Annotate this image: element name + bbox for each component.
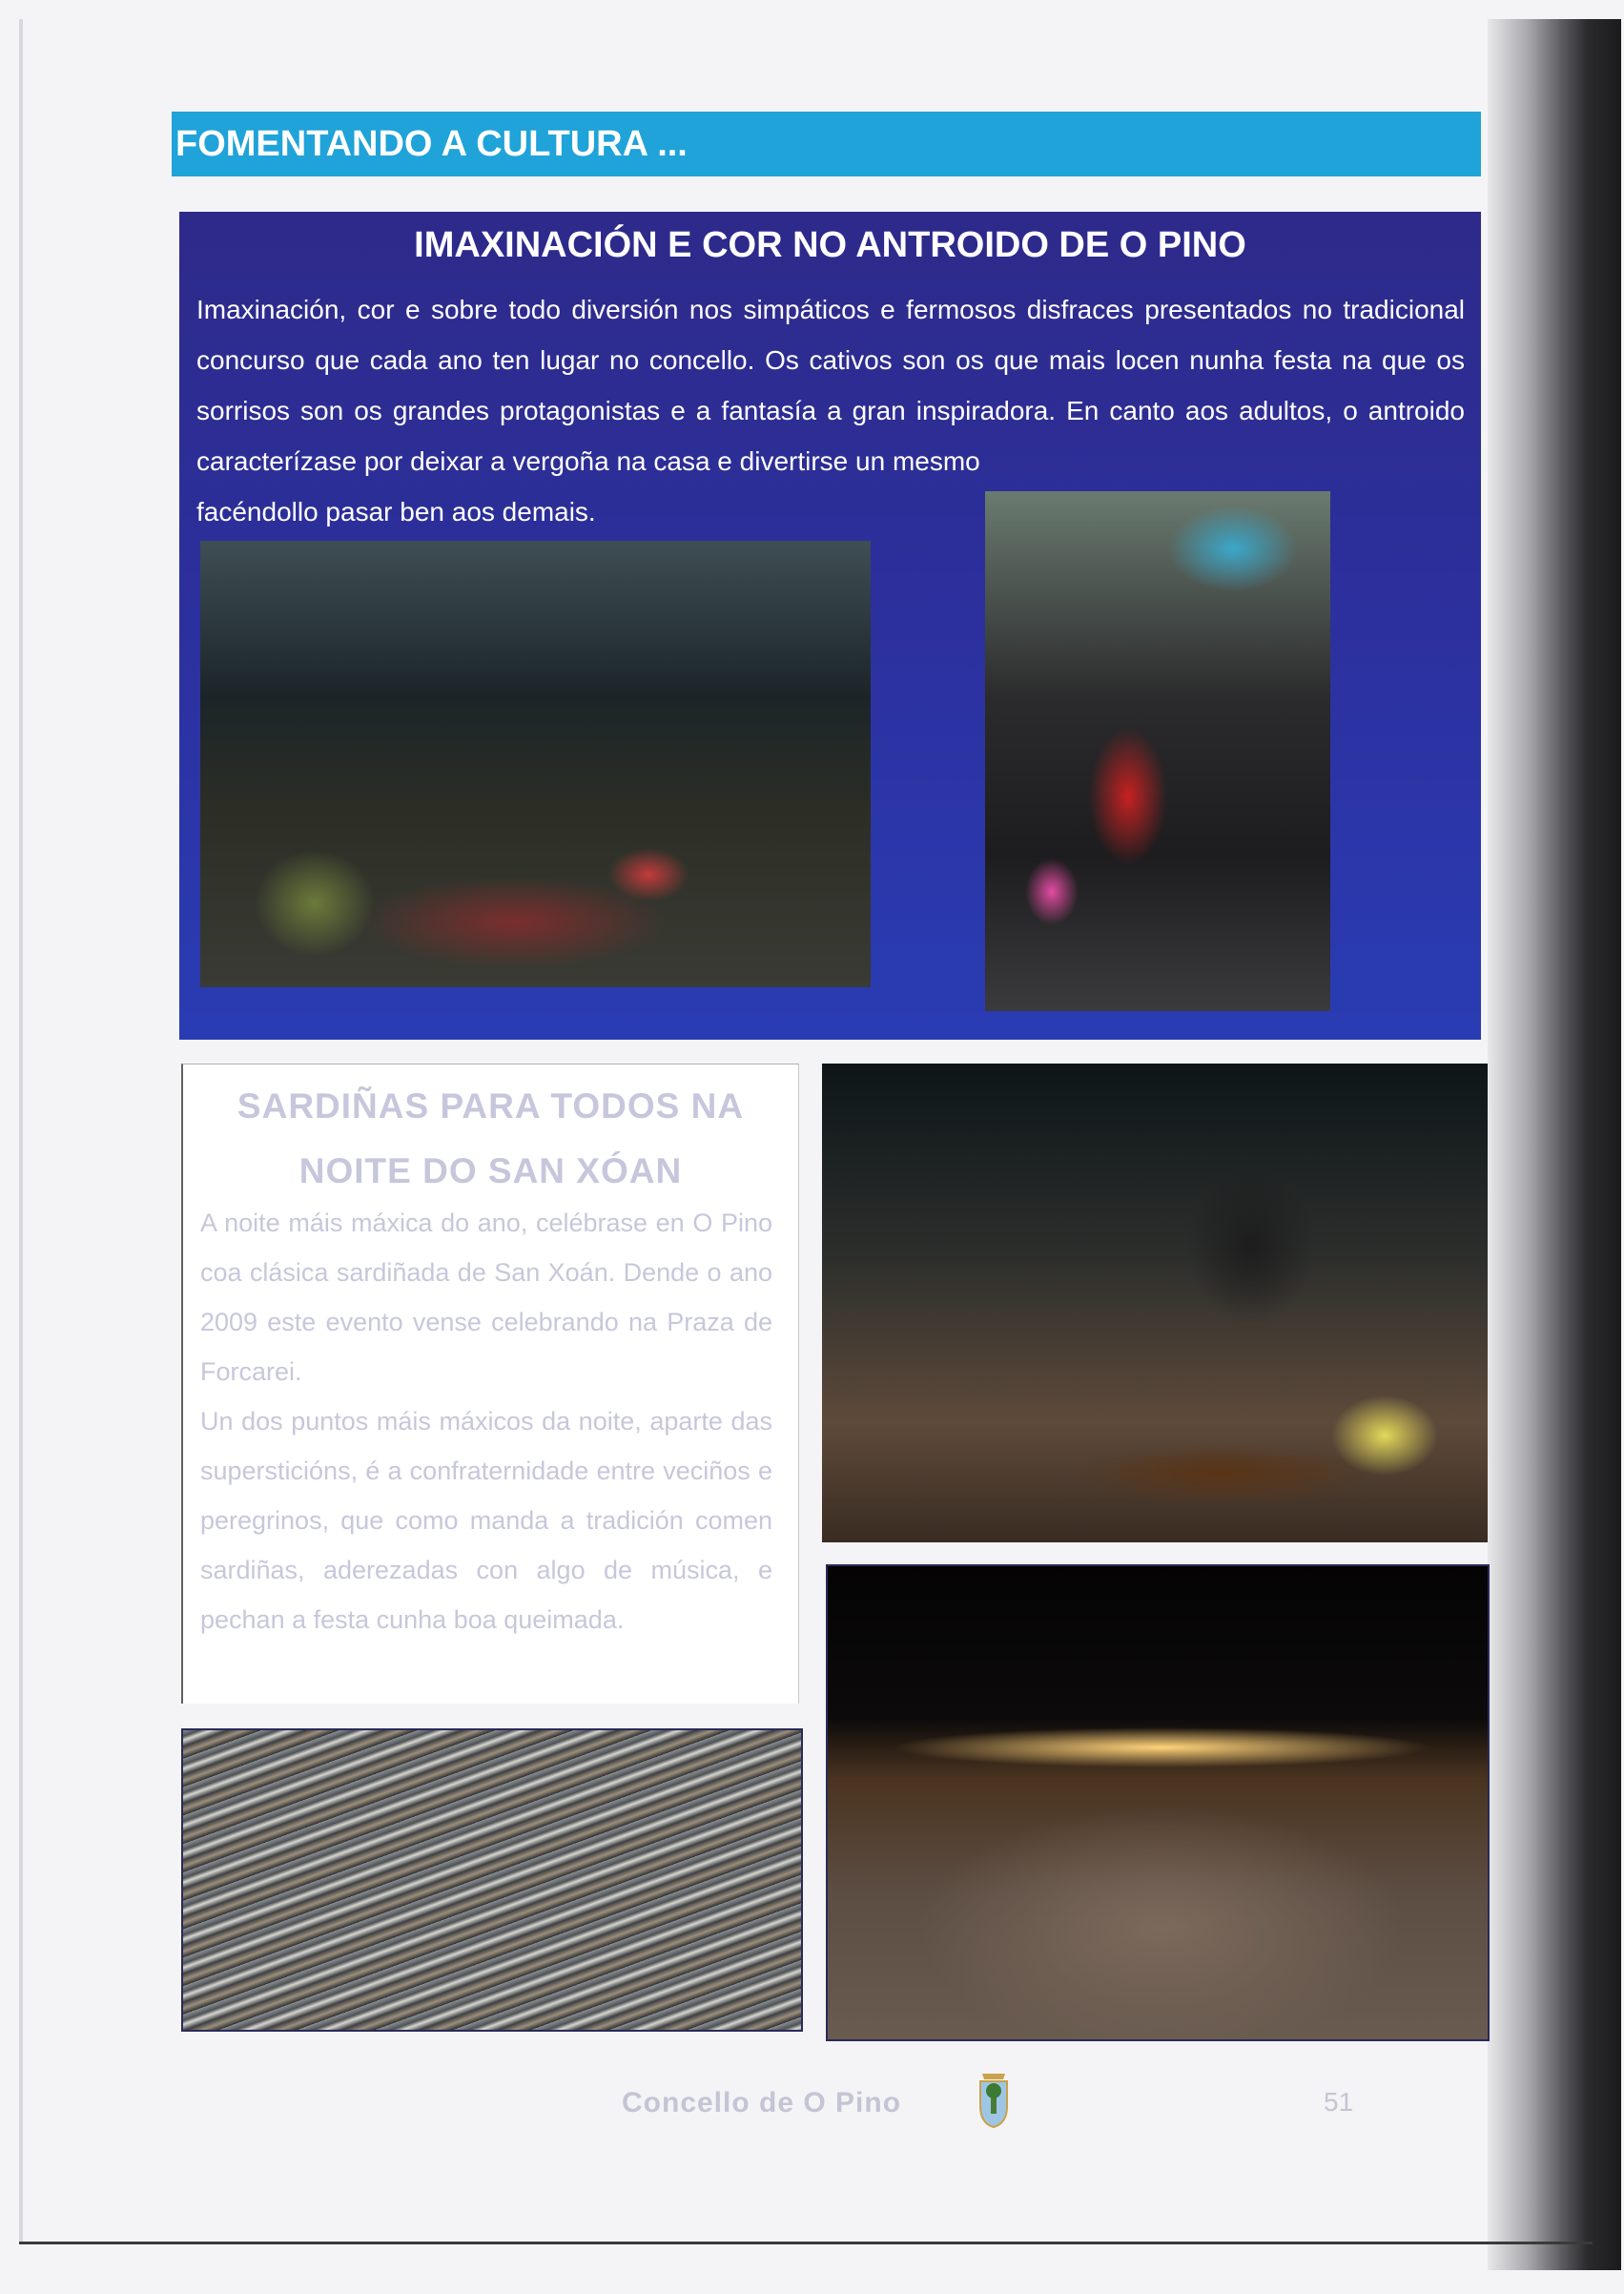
page-bottom-line [19,2242,1593,2244]
sardine-serving-photo [822,1064,1488,1542]
footer-publisher: Concello de O Pino [622,2087,902,2118]
carnival-parade-photo [200,541,871,987]
sardinas-paragraph-2: Un dos puntos máis máxicos da noite, aparte das supersticións, é a confraternidade entre veciños e peregrinos, que como manda a tradición comen sardiñas, aderezadas con algo de música, e pechan a festa cunha boa queimada. [200,1407,772,1634]
plaza-crowd-photo [826,1564,1490,2041]
sardinas-title-line1: SARDIÑAS PARA TODOS NA [236,1086,745,1126]
page-binding-shadow [1488,19,1621,2270]
page-left-edge [19,19,23,2242]
sardinas-article [181,1064,799,1704]
sardinas-text [200,1198,772,1644]
antroido-text-end: facéndollo pasar ben aos demais. [196,497,596,527]
carnival-children-photo [985,491,1330,1011]
antroido-title: IMAXINACIÓN E COR NO ANTROIDO DE O PINO [414,225,1246,265]
section-header: FOMENTANDO A CULTURA ... [172,112,1481,176]
coat-of-arms-icon [975,2070,1013,2129]
sardinas-title-line2: NOITE DO SAN XÓAN [298,1151,683,1190]
antroido-text: Imaxinación, cor e sobre todo diversión nos simpáticos e fermosos disfraces presentados no tradicional concurso que cada ano ten lugar no concello. Os cativos son os que mais locen nunha festa na que os sorrisos son os grandes protagonistas e a fantasía a gran inspiradora. En canto aos adultos, o antroido caracterízase por deixar a vergoña na casa e divertirse un mesmo [196,295,1465,476]
sardinas-title [183,1074,798,1204]
page-number: 51 [1324,2087,1354,2117]
grilled-sardines-photo [181,1728,803,2032]
sardinas-paragraph-1: A noite máis máxica do ano, celébrase en O Pino coa clásica sardiñada de San Xoán. Dende o ano 2009 este evento vense celebrando na Praza de Forcarei. [200,1209,772,1386]
